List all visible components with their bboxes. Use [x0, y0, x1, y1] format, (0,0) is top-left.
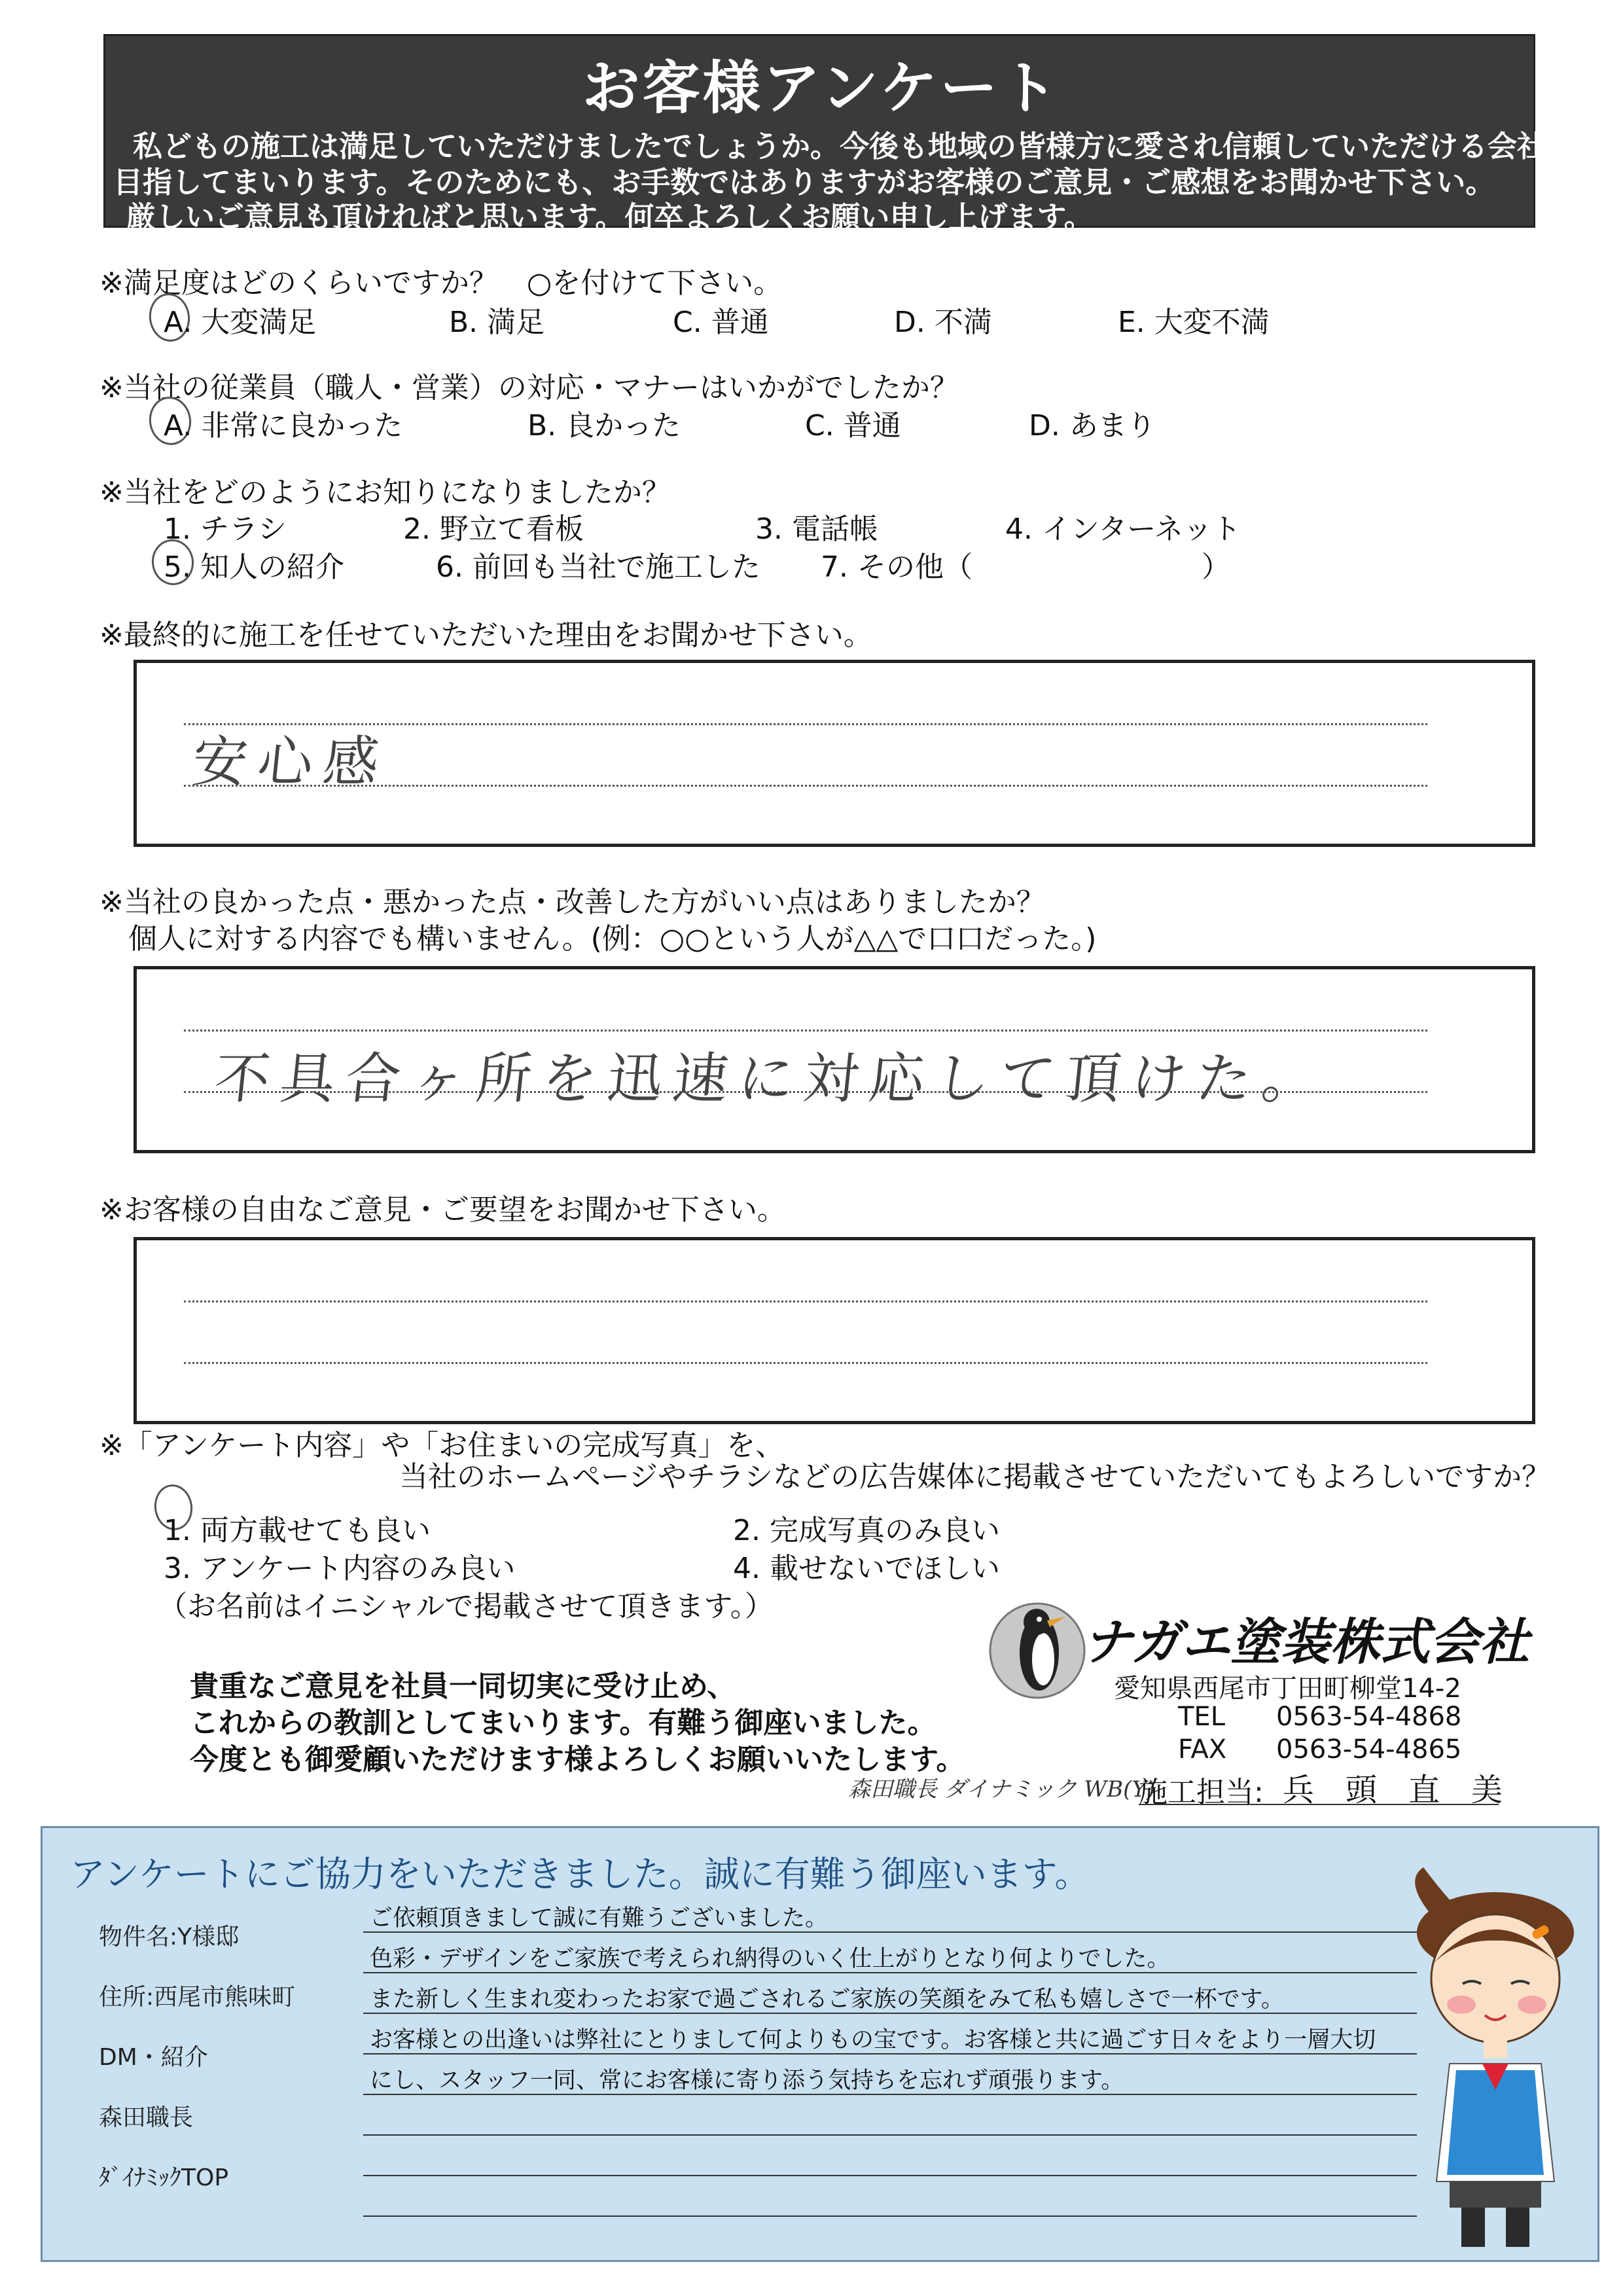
message-rule [363, 2215, 1417, 2217]
q3-option-3[interactable]: 3. 電話帳 [755, 512, 878, 546]
q2-option-c[interactable]: C. 普通 [805, 409, 901, 442]
q7-option-4[interactable]: 4. 載せないでほしい [733, 1552, 1000, 1585]
q5-handwritten-answer: 不具合ヶ所を迅速に対応して頂けた。 [211, 1047, 1331, 1111]
intro-line-2: 目指してまいります。そのためにも、お手数ではありますがお客様のご意見・ご感想をお聞かせ下さい。 [113, 165, 1495, 200]
q3-option-7[interactable]: 7. その他（ [821, 550, 972, 584]
header-banner [103, 34, 1577, 234]
message-line-1: ご依頼頂きまして誠に有難うございました。 [370, 1905, 829, 1931]
q2-option-b[interactable]: B. 良かった [527, 409, 681, 442]
dotted-rule [184, 1362, 1427, 1364]
thanks-line-1: 貴重なご意見を社員一同切実に受け止め、 [190, 1670, 736, 1703]
q5-answer-box[interactable] [134, 966, 1535, 1153]
q5-question-line-1: ※当社の良かった点・悪かった点・改善した方がいい点はありましたか？ [99, 886, 1045, 919]
q3-option-7-close: ） [1202, 550, 1230, 584]
handwritten-staff-note: 森田職長 ダイナミック WB(Y) [848, 1776, 1156, 1803]
q6-answer-box[interactable] [134, 1237, 1535, 1424]
q3-option-2[interactable]: 2. 野立て看板 [403, 512, 584, 546]
message-rule [363, 2013, 1417, 2014]
panel-title: アンケートにご協力をいただきました。誠に有難う御座います。 [70, 1854, 1090, 1895]
fax-label: FAX [1178, 1734, 1227, 1765]
q1-question: ※満足度はどのくらいですか？ ○を付けて下さい。 [99, 266, 783, 300]
property-address: 住所:西尾市熊味町 [99, 1984, 296, 2011]
fax-number: 0563-54-4865 [1276, 1734, 1462, 1765]
q1-option-d[interactable]: D. 不満 [894, 306, 992, 339]
intro-line-3: 厳しいご意見も頂ければと思います。何卒よろしくお願い申し上げます。 [126, 200, 1094, 234]
q2-option-a[interactable]: A. 非常に良かった [164, 409, 403, 442]
message-line-5: にし、スタッフ一同、常にお客様に寄り添う気持ちを忘れず頑張ります。 [370, 2068, 1124, 2094]
q3-option-6[interactable]: 6. 前回も当社で施工した [436, 550, 760, 584]
tel-label: TEL [1178, 1702, 1225, 1732]
q7-note: （お名前はイニシャルで掲載させて頂きます。） [158, 1590, 774, 1623]
q2-option-d[interactable]: D. あまり [1029, 409, 1156, 442]
q4-question: ※最終的に施工を任せていただいた理由をお聞かせ下さい。 [99, 619, 872, 652]
dotted-rule [184, 1030, 1427, 1031]
q2-question: ※当社の従業員（職人・営業）の対応・マナーはいかがでしたか？ [99, 371, 959, 404]
q7-option-3[interactable]: 3. アンケート内容のみ良い [164, 1552, 516, 1585]
q3-question: ※当社をどのようにお知りになりましたか？ [99, 476, 671, 509]
q7-option-2[interactable]: 2. 完成写真のみ良い [733, 1514, 1000, 1547]
thanks-line-2: これからの教訓としてまいります。有難う御座いました。 [190, 1706, 936, 1740]
q7-question-line-1: ※「アンケート内容」や「お住まいの完成写真」を、 [99, 1429, 785, 1462]
page-title: お客様アンケート [582, 54, 1061, 122]
staff-message-panel [41, 1826, 1599, 2262]
staff-label: 施工担当: [1139, 1776, 1264, 1809]
staff-underline [1139, 1804, 1499, 1805]
intro-line-1: 私どもの施工は満足していただけましたでしょうか。今後も地域の皆様方に愛され信頼していただける会社を [133, 129, 1577, 164]
company-name: ナガエ塗装株式会社 [1082, 1613, 1529, 1671]
q7-option-1[interactable]: 1. 両方載せても良い [164, 1514, 431, 1547]
message-line-2: 色彩・デザインをご家族で考えられ納得のいく仕上がりとなり何よりでした。 [370, 1946, 1170, 1972]
message-rule [363, 2053, 1417, 2054]
foreman-label: 森田職長 [99, 2104, 194, 2131]
q3-option-5[interactable]: 5. 知人の紹介 [164, 550, 344, 584]
q6-question: ※お客様の自由なご意見・ご要望をお聞かせ下さい。 [99, 1193, 786, 1227]
thanks-line-3: 今度とも御愛顧いただけます様よろしくお願いいたします。 [190, 1743, 965, 1776]
q7-question-line-2: 当社のホームページやチラシなどの広告媒体に掲載させていただいてもよろしいですか？ [399, 1460, 1551, 1494]
tel-number[interactable]: 0563-54-4868 [1276, 1702, 1462, 1732]
q1-option-c[interactable]: C. 普通 [673, 306, 769, 339]
staff-mascot-icon [1404, 1867, 1594, 2253]
penguin-logo-icon [982, 1590, 1093, 1702]
q1-option-e[interactable]: E. 大変不満 [1118, 306, 1270, 339]
message-rule [363, 2175, 1417, 2176]
message-rule [363, 1931, 1417, 1933]
property-name: 物件名:Y様邸 [99, 1924, 240, 1950]
source-label: DM・紹介 [99, 2044, 208, 2071]
q3-option-1[interactable]: 1. チラシ [164, 512, 287, 546]
company-address: 愛知県西尾市丁田町柳堂14-2 [1114, 1674, 1461, 1704]
q5-question-line-2: 個人に対する内容でも構いません。(例：○○という人が△△で口口だった。) [128, 922, 1097, 956]
q4-handwritten-answer: 安心感 [189, 730, 393, 794]
message-line-3: また新しく生まれ変わったお家で過ごされるご家族の笑顔をみて私も嬉しさで一杯です。 [370, 1986, 1284, 2013]
message-rule [363, 1972, 1417, 1973]
q1-option-b[interactable]: B. 満足 [449, 306, 545, 339]
staff-name: 兵 頭 直 美 [1283, 1772, 1503, 1808]
q1-option-a[interactable]: A. 大変満足 [164, 306, 317, 339]
message-rule [363, 2094, 1417, 2095]
q4-answer-box[interactable] [134, 660, 1535, 847]
dotted-rule [184, 1300, 1427, 1302]
q3-option-4[interactable]: 4. インターネット [1005, 512, 1241, 546]
message-line-4: お客様との出逢いは弊社にとりまして何よりもの宝です。お客様と共に過ごす日々をより一層大切 [370, 2027, 1376, 2053]
dynamic-top-label: ﾀﾞｲﾅﾐｯｸTOP [99, 2164, 229, 2191]
message-rule [363, 2134, 1417, 2136]
